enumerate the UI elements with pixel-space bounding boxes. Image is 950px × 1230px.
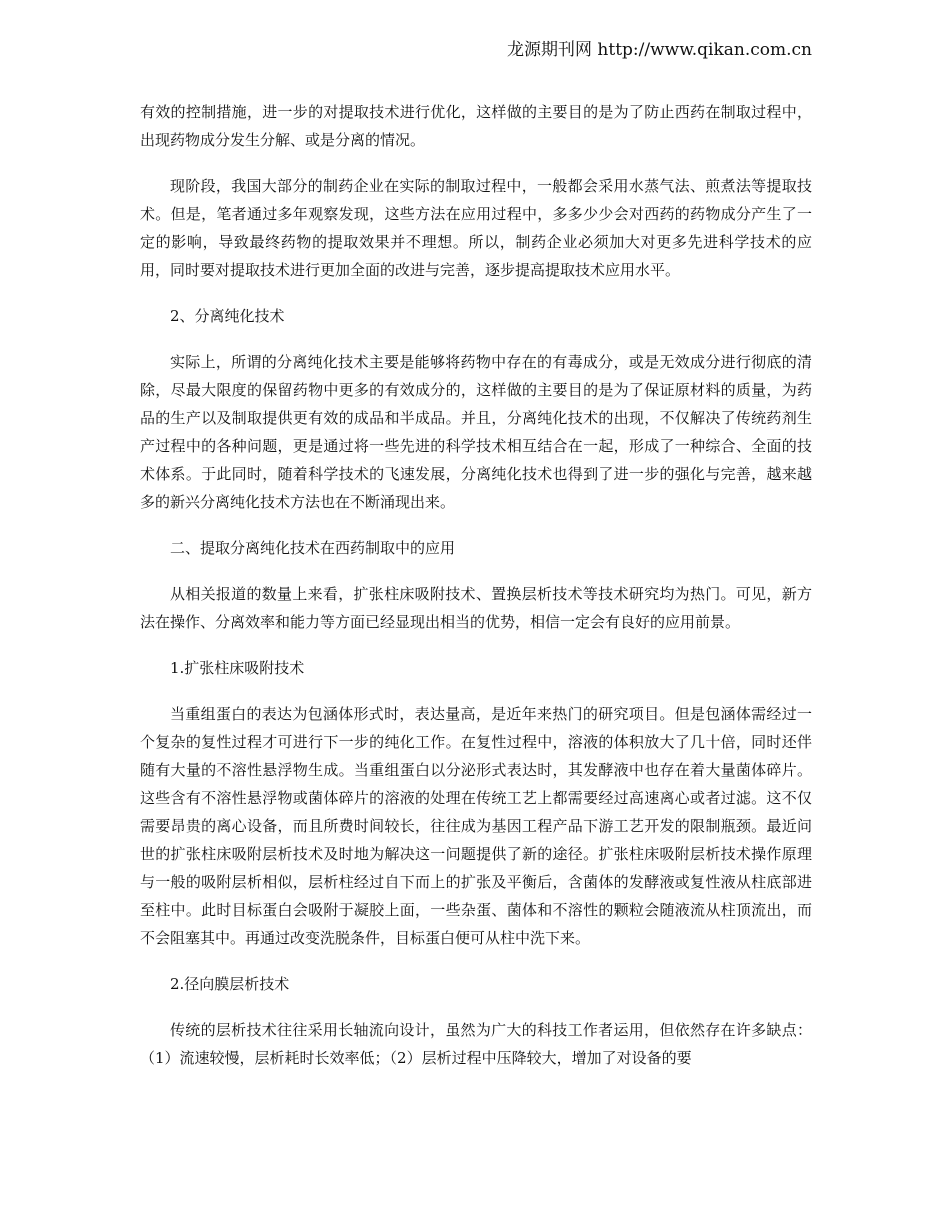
paragraph-current-stage: 现阶段，我国大部分的制药企业在实际的制取过程中，一般都会采用水蒸气法、煎煮法等提取技术。但是，笔者通过多年观察发现，这些方法在应用过程中，多多少少会对西药的药物成分产生了一定的影响，导致最终药物的提取效果并不理想。所以，制药企业必须加大对更多先进科学技术的应用，同时要对提取技术进行更加全面的改进与完善，逐步提高提取技术应用水平。	[140, 177, 812, 279]
paragraph-expanded-bed: 当重组蛋白的表达为包涵体形式时，表达量高，是近年来热门的研究项目。但是包涵体需经过一个复杂的复性过程才可进行下一步的纯化工作。在复性过程中，溶液的体积放大了几十倍，同时还伴随有大量的不溶性悬浮物生成。当重组蛋白以分泌形式表达时，其发酵液中也存在着大量菌体碎片。这些含有不溶性悬浮物或菌体碎片的溶液的处理在传统工艺上都需要经过高速离心或者过滤。这不仅需要昂贵的离心设备，而且所费时间较长，往往成为基因工程产品下游工艺开发的限制瓶颈。最近问世的扩张柱床吸附层析技术及时地为解决这一问题提供了新的途径。扩张柱床吸附层析技术操作原理与一般的吸附层析相似，层析柱经过自下而上的扩张及平衡后，含菌体的发酵液或复性液从柱底部进至柱中。此时目标蛋白会吸附于凝胶上面，一些杂蛋、菌体和不溶性的颗粒会随液流从柱顶流出，而不会阻塞其中。再通过改变洗脱条件，目标蛋白便可从柱中洗下来。	[140, 705, 812, 947]
section-heading-expanded-bed: 1.扩张柱床吸附技术	[170, 659, 305, 677]
section-heading-application: 二、提取分离纯化技术在西药制取中的应用	[170, 539, 456, 557]
page-header: 龙源期刊网 http://www.qikan.com.cn	[507, 40, 812, 60]
paragraph-continuation: 有效的控制措施，进一步的对提取技术进行优化，这样做的主要目的是为了防止西药在制取过程中，出现药物成分发生分解、或是分离的情况。	[140, 103, 812, 149]
paragraph-separation-tech: 实际上，所谓的分离纯化技术主要是能够将药物中存在的有毒成分，或是无效成分进行彻底的清除，尽最大限度的保留药物中更多的有效成分的，这样做的主要目的是为了保证原材料的质量，为药品的生产以及制取提供更有效的成品和半成品。并且，分离纯化技术的出现，不仅解决了传统药剂生产过程中的各种问题，更是通过将一些先进的科学技术相互结合在一起，形成了一种综合、全面的技术体系。于此同时，随着科学技术的飞速发展，分离纯化技术也得到了进一步的强化与完善，越来越多的新兴分离纯化技术方法也在不断涌现出来。	[140, 353, 812, 511]
paragraph-radial-membrane: 传统的层析技术往往采用长轴流向设计，虽然为广大的科技工作者运用，但依然存在许多缺点：（1）流速较慢，层析耗时长效率低；（2）层析过程中压降较大，增加了对设备的要	[140, 1021, 812, 1067]
section-heading-separation: 2、分离纯化技术	[170, 307, 285, 325]
document-body	[140, 98, 812, 1090]
section-heading-radial-membrane: 2.径向膜层析技术	[170, 975, 290, 993]
paragraph-application-overview: 从相关报道的数量上来看，扩张柱床吸附技术、置换层析技术等技术研究均为热门。可见，新方法在操作、分离效率和能力等方面已经显现出相当的优势，相信一定会有良好的应用前景。	[140, 585, 812, 631]
